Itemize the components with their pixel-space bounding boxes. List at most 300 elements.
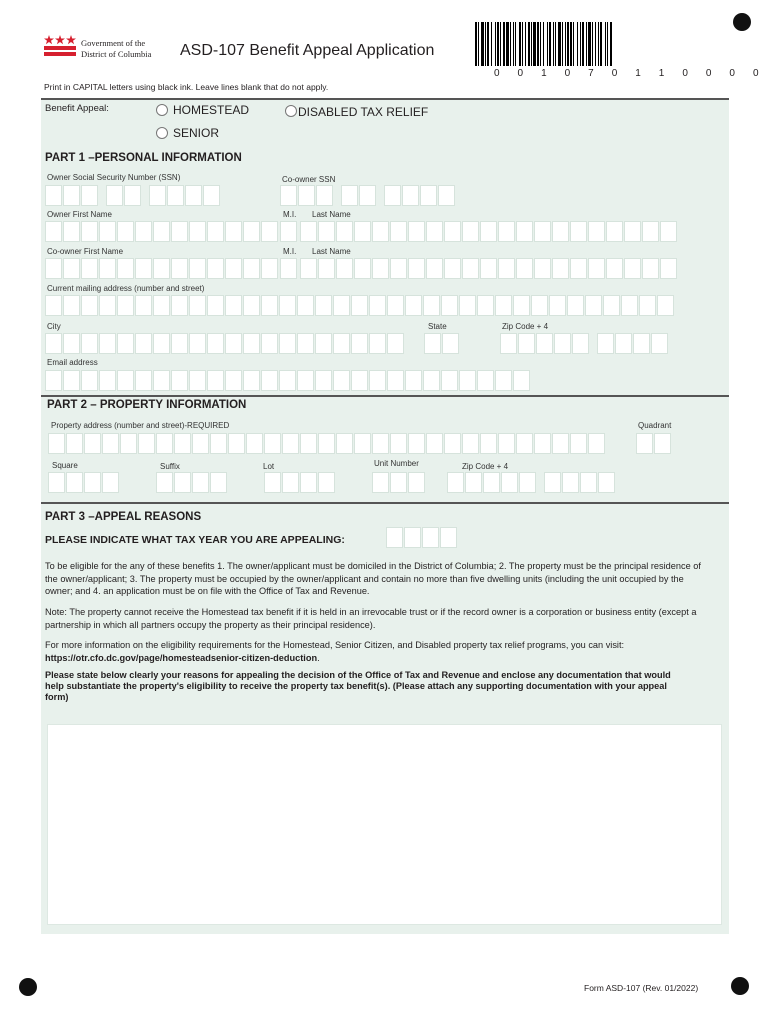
char-box[interactable] [174, 472, 191, 493]
quadrant-field[interactable] [636, 433, 672, 454]
char-box[interactable] [99, 333, 116, 354]
char-box[interactable] [441, 295, 458, 316]
char-box[interactable] [153, 221, 170, 242]
char-box[interactable] [156, 472, 173, 493]
char-box[interactable] [426, 221, 443, 242]
coowner-mi-field[interactable] [280, 258, 298, 279]
char-box[interactable] [498, 258, 515, 279]
char-box[interactable] [444, 258, 461, 279]
char-box[interactable] [207, 370, 224, 391]
char-box[interactable] [549, 295, 566, 316]
char-box[interactable] [243, 221, 260, 242]
char-box[interactable] [424, 333, 441, 354]
char-box[interactable] [501, 472, 518, 493]
char-box[interactable] [261, 370, 278, 391]
char-box[interactable] [359, 185, 376, 206]
char-box[interactable] [390, 221, 407, 242]
char-box[interactable] [660, 258, 677, 279]
more-info-paragraph [45, 639, 710, 664]
char-box[interactable] [615, 333, 632, 354]
char-box[interactable] [207, 258, 224, 279]
char-box[interactable] [316, 185, 333, 206]
char-box[interactable] [633, 333, 650, 354]
char-box[interactable] [171, 221, 188, 242]
char-box[interactable] [210, 472, 227, 493]
char-box[interactable] [552, 221, 569, 242]
char-box[interactable] [117, 333, 134, 354]
char-box[interactable] [500, 333, 517, 354]
char-box[interactable] [513, 295, 530, 316]
char-box[interactable] [261, 333, 278, 354]
part2-title: PART 2 – PROPERTY INFORMATION [47, 399, 247, 411]
char-box[interactable] [369, 370, 386, 391]
reasons-instruction: Please state below clearly your reasons for appealing the decision of the Office of Tax and Revenue and enclose any documentation that would help substantiate the property's eligibility to receive the property tax benefit(s). (Please attach any supporting documentation with your appeal form) [45, 670, 671, 702]
char-box[interactable] [654, 433, 671, 454]
char-box[interactable] [624, 221, 641, 242]
quadrant-label: Quadrant [638, 421, 672, 430]
char-box[interactable] [300, 258, 317, 279]
char-box[interactable] [341, 185, 358, 206]
char-box[interactable] [516, 433, 533, 454]
char-box[interactable] [243, 333, 260, 354]
char-box[interactable] [315, 370, 332, 391]
char-box[interactable] [372, 433, 389, 454]
char-box[interactable] [207, 221, 224, 242]
char-box[interactable] [315, 295, 332, 316]
char-box[interactable] [45, 221, 62, 242]
char-box[interactable] [390, 258, 407, 279]
email-field[interactable] [45, 370, 531, 391]
char-box[interactable] [298, 185, 315, 206]
program-link[interactable]: https://otr.cfo.dc.gov/page/homesteadsenior-citizen-deduction [45, 652, 318, 663]
square-field[interactable] [48, 472, 120, 493]
char-box[interactable] [483, 472, 500, 493]
char-box[interactable] [189, 258, 206, 279]
char-box[interactable] [189, 370, 206, 391]
char-box[interactable] [354, 221, 371, 242]
char-box[interactable] [369, 295, 386, 316]
char-box[interactable] [405, 370, 422, 391]
char-box[interactable] [462, 433, 479, 454]
char-box[interactable] [639, 295, 656, 316]
char-box[interactable] [156, 433, 173, 454]
char-box[interactable] [297, 295, 314, 316]
char-box[interactable] [554, 333, 571, 354]
char-box[interactable] [420, 185, 437, 206]
char-box[interactable] [45, 258, 62, 279]
char-box[interactable] [318, 472, 335, 493]
char-box[interactable] [63, 185, 80, 206]
char-box[interactable] [63, 221, 80, 242]
char-box[interactable] [426, 433, 443, 454]
char-box[interactable] [372, 221, 389, 242]
owner-ssn-label: Owner Social Security Number (SSN) [47, 173, 181, 182]
char-box[interactable] [518, 333, 535, 354]
char-box[interactable] [351, 295, 368, 316]
char-box[interactable] [261, 221, 278, 242]
char-box[interactable] [534, 433, 551, 454]
homestead-radio[interactable] [156, 104, 168, 116]
tax-year-prompt: PLEASE INDICATE WHAT TAX YEAR YOU ARE APPEALING: [45, 534, 345, 546]
divider [41, 98, 729, 100]
char-box[interactable] [228, 433, 245, 454]
char-box[interactable] [264, 433, 281, 454]
char-box[interactable] [225, 333, 242, 354]
char-box[interactable] [297, 333, 314, 354]
unit-number-field[interactable] [372, 472, 426, 493]
char-box[interactable] [354, 433, 371, 454]
char-box[interactable] [243, 295, 260, 316]
char-box[interactable] [495, 370, 512, 391]
char-box[interactable] [282, 472, 299, 493]
owner-mi-field[interactable] [280, 221, 298, 242]
char-box[interactable] [465, 472, 482, 493]
char-box[interactable] [606, 221, 623, 242]
senior-radio[interactable] [156, 127, 168, 139]
char-box[interactable] [534, 221, 551, 242]
char-box[interactable] [280, 185, 297, 206]
char-box[interactable] [297, 370, 314, 391]
char-box[interactable] [621, 295, 638, 316]
char-box[interactable] [422, 527, 439, 548]
char-box[interactable] [153, 370, 170, 391]
char-box[interactable] [336, 433, 353, 454]
char-box[interactable] [513, 370, 530, 391]
char-box[interactable] [243, 258, 260, 279]
char-box[interactable] [408, 258, 425, 279]
char-box[interactable] [519, 472, 536, 493]
note-paragraph: Note: The property cannot receive the Homestead tax benefit if it is held in an irrevocable trust or if the record owner is a corporation or business entity (except a partnership in which all partners occupy the property as their principal residence). [45, 607, 697, 630]
char-box[interactable] [387, 370, 404, 391]
char-box[interactable] [562, 472, 579, 493]
char-box[interactable] [282, 433, 299, 454]
char-box[interactable] [81, 258, 98, 279]
char-box[interactable] [351, 333, 368, 354]
char-box[interactable] [336, 221, 353, 242]
char-box[interactable] [447, 472, 464, 493]
char-box[interactable] [459, 370, 476, 391]
char-box[interactable] [81, 333, 98, 354]
char-box[interactable] [261, 258, 278, 279]
barcode [475, 22, 729, 66]
char-box[interactable] [174, 433, 191, 454]
char-box[interactable] [598, 472, 615, 493]
char-box[interactable] [207, 333, 224, 354]
char-box[interactable] [570, 433, 587, 454]
char-box[interactable] [318, 221, 335, 242]
char-box[interactable] [423, 295, 440, 316]
char-box[interactable] [480, 433, 497, 454]
zip-label: Zip Code + 4 [502, 322, 549, 331]
char-box[interactable] [642, 258, 659, 279]
char-box[interactable] [333, 370, 350, 391]
char-box[interactable] [63, 295, 80, 316]
char-box[interactable] [444, 221, 461, 242]
char-box[interactable] [495, 295, 512, 316]
coowner-first-name-field[interactable] [45, 258, 279, 279]
char-box[interactable] [423, 370, 440, 391]
char-box[interactable] [570, 221, 587, 242]
char-box[interactable] [498, 433, 515, 454]
char-box[interactable] [480, 258, 497, 279]
char-box[interactable] [318, 258, 335, 279]
eligibility-paragraph: To be eligible for the any of these benefits 1. The owner/applicant must be domiciled in the District of Columbia; 2. The property must be the principal residence of the owner/applicant; 3. The property must be occupied by the owner/applicant and contain no more than five dwelling units (including the unit occupied by the owner; and 4. an application must be on file with the Office of Tax and Revenue. [45, 561, 701, 596]
government-label-line1: Government of the [81, 38, 146, 48]
char-box[interactable] [261, 295, 278, 316]
coowner-last-name-label: Last Name [312, 247, 351, 256]
char-box[interactable] [279, 295, 296, 316]
char-box[interactable] [660, 221, 677, 242]
char-box[interactable] [135, 370, 152, 391]
char-box[interactable] [567, 295, 584, 316]
registration-mark-bottom-right [731, 977, 749, 995]
char-box[interactable] [318, 433, 335, 454]
char-box[interactable] [138, 433, 155, 454]
char-box[interactable] [390, 433, 407, 454]
char-box[interactable] [48, 433, 65, 454]
char-box[interactable] [459, 295, 476, 316]
property-zip-field[interactable] [447, 472, 616, 493]
char-box[interactable] [624, 258, 641, 279]
char-box[interactable] [99, 370, 116, 391]
char-box[interactable] [279, 333, 296, 354]
char-box[interactable] [84, 433, 101, 454]
char-box[interactable] [124, 185, 141, 206]
char-box[interactable] [81, 295, 98, 316]
char-box[interactable] [66, 433, 83, 454]
char-box[interactable] [405, 295, 422, 316]
char-box[interactable] [442, 333, 459, 354]
char-box[interactable] [225, 258, 242, 279]
char-box[interactable] [171, 258, 188, 279]
char-box[interactable] [642, 221, 659, 242]
tax-year-field[interactable] [386, 527, 458, 548]
owner-first-name-field[interactable] [45, 221, 279, 242]
char-box[interactable] [657, 295, 674, 316]
char-box[interactable] [171, 370, 188, 391]
disabled-tax-relief-label: DISABLED TAX RELIEF [298, 105, 429, 119]
char-box[interactable] [81, 221, 98, 242]
char-box[interactable] [300, 472, 317, 493]
char-box[interactable] [570, 258, 587, 279]
char-box[interactable] [552, 433, 569, 454]
char-box[interactable] [438, 185, 455, 206]
unit-number-label: Unit Number [374, 459, 419, 468]
char-box[interactable] [171, 295, 188, 316]
char-box[interactable] [588, 221, 605, 242]
char-box[interactable] [544, 472, 561, 493]
char-box[interactable] [408, 221, 425, 242]
char-box[interactable] [384, 185, 401, 206]
char-box[interactable] [225, 221, 242, 242]
char-box[interactable] [99, 221, 116, 242]
char-box[interactable] [192, 433, 209, 454]
char-box[interactable] [225, 295, 242, 316]
char-box[interactable] [117, 295, 134, 316]
char-box[interactable] [189, 333, 206, 354]
char-box[interactable] [597, 333, 614, 354]
property-address-field[interactable] [48, 433, 606, 454]
char-box[interactable] [369, 333, 386, 354]
char-box[interactable] [117, 221, 134, 242]
char-box[interactable] [63, 370, 80, 391]
char-box[interactable] [477, 370, 494, 391]
char-box[interactable] [135, 295, 152, 316]
char-box[interactable] [426, 258, 443, 279]
char-box[interactable] [210, 433, 227, 454]
char-box[interactable] [387, 295, 404, 316]
char-box[interactable] [333, 295, 350, 316]
char-box[interactable] [153, 295, 170, 316]
senior-label: SENIOR [173, 126, 220, 140]
char-box[interactable] [120, 433, 137, 454]
form-revision: Form ASD-107 (Rev. 01/2022) [584, 983, 699, 993]
char-box[interactable] [135, 333, 152, 354]
owner-ssn-field[interactable] [45, 185, 221, 206]
dc-flag-logo [44, 35, 76, 57]
char-box[interactable] [462, 221, 479, 242]
char-box[interactable] [480, 221, 497, 242]
char-box[interactable] [462, 258, 479, 279]
city-field[interactable] [45, 333, 405, 354]
char-box[interactable] [531, 295, 548, 316]
char-box[interactable] [354, 258, 371, 279]
coowner-last-name-field[interactable] [300, 258, 678, 279]
char-box[interactable] [192, 472, 209, 493]
registration-mark-bottom-left [19, 978, 37, 996]
more-info-text: For more information on the eligibility requirements for the Homestead, Senior Citizen, and Disabled property tax relief programs, you can visit: [45, 640, 625, 650]
char-box[interactable] [300, 221, 317, 242]
state-label: State [428, 322, 447, 331]
coowner-first-name-label: Co-owner First Name [47, 247, 124, 256]
char-box[interactable] [99, 295, 116, 316]
char-box[interactable] [185, 185, 202, 206]
barcode-bar [612, 22, 613, 66]
lot-label: Lot [263, 462, 275, 471]
zip-field[interactable] [500, 333, 669, 354]
char-box[interactable] [516, 221, 533, 242]
char-box[interactable] [189, 221, 206, 242]
char-box[interactable] [167, 185, 184, 206]
char-box[interactable] [477, 295, 494, 316]
char-box[interactable] [408, 433, 425, 454]
char-box[interactable] [390, 472, 407, 493]
char-box[interactable] [45, 333, 62, 354]
instruction-text: Print in CAPITAL letters using black ink. Leave lines blank that do not apply. [44, 82, 329, 92]
char-box[interactable] [536, 333, 553, 354]
char-box[interactable] [651, 333, 668, 354]
char-box[interactable] [333, 333, 350, 354]
char-box[interactable] [45, 185, 62, 206]
char-box[interactable] [63, 258, 80, 279]
char-box[interactable] [441, 370, 458, 391]
char-box[interactable] [636, 433, 653, 454]
char-box[interactable] [81, 185, 98, 206]
char-box[interactable] [315, 333, 332, 354]
property-zip-label: Zip Code + 4 [462, 462, 509, 471]
char-box[interactable] [588, 258, 605, 279]
char-box[interactable] [498, 221, 515, 242]
char-box[interactable] [372, 472, 389, 493]
state-field[interactable] [424, 333, 460, 354]
char-box[interactable] [203, 185, 220, 206]
char-box[interactable] [225, 370, 242, 391]
char-box[interactable] [444, 433, 461, 454]
char-box[interactable] [135, 221, 152, 242]
part1-title: PART 1 –PERSONAL INFORMATION [45, 152, 242, 164]
char-box[interactable] [588, 433, 605, 454]
appeal-reasons-textarea[interactable] [47, 724, 722, 925]
char-box[interactable] [45, 370, 62, 391]
char-box[interactable] [171, 333, 188, 354]
disabled-tax-relief-radio[interactable] [285, 105, 297, 117]
char-box[interactable] [372, 258, 389, 279]
char-box[interactable] [280, 258, 297, 279]
char-box[interactable] [351, 370, 368, 391]
char-box[interactable] [153, 333, 170, 354]
char-box[interactable] [153, 258, 170, 279]
char-box[interactable] [189, 295, 206, 316]
char-box[interactable] [580, 472, 597, 493]
char-box[interactable] [585, 295, 602, 316]
char-box[interactable] [117, 370, 134, 391]
char-box[interactable] [102, 433, 119, 454]
owner-last-name-field[interactable] [300, 221, 678, 242]
char-box[interactable] [66, 472, 83, 493]
char-box[interactable] [99, 258, 116, 279]
char-box[interactable] [45, 295, 62, 316]
coowner-mi-label: M.I. [283, 247, 297, 256]
char-box[interactable] [280, 221, 297, 242]
char-box[interactable] [516, 258, 533, 279]
char-box[interactable] [572, 333, 589, 354]
char-box[interactable] [440, 527, 457, 548]
char-box[interactable] [84, 472, 101, 493]
more-info-end: . [317, 652, 320, 663]
char-box[interactable] [534, 258, 551, 279]
char-box[interactable] [387, 333, 404, 354]
char-box[interactable] [552, 258, 569, 279]
char-box[interactable] [402, 185, 419, 206]
char-box[interactable] [48, 472, 65, 493]
char-box[interactable] [606, 258, 623, 279]
char-box[interactable] [135, 258, 152, 279]
char-box[interactable] [246, 433, 263, 454]
lot-field[interactable] [264, 472, 336, 493]
char-box[interactable] [81, 370, 98, 391]
mailing-address-field[interactable] [45, 295, 675, 316]
char-box[interactable] [243, 370, 260, 391]
char-box[interactable] [106, 185, 123, 206]
char-box[interactable] [63, 333, 80, 354]
suffix-field[interactable] [156, 472, 228, 493]
coowner-ssn-field[interactable] [280, 185, 456, 206]
char-box[interactable] [336, 258, 353, 279]
char-box[interactable] [386, 527, 403, 548]
char-box[interactable] [149, 185, 166, 206]
char-box[interactable] [102, 472, 119, 493]
char-box[interactable] [264, 472, 281, 493]
char-box[interactable] [117, 258, 134, 279]
char-box[interactable] [279, 370, 296, 391]
coowner-ssn-label: Co-owner SSN [282, 175, 336, 184]
char-box[interactable] [603, 295, 620, 316]
char-box[interactable] [207, 295, 224, 316]
char-box[interactable] [300, 433, 317, 454]
char-box[interactable] [404, 527, 421, 548]
square-label: Square [52, 461, 78, 470]
char-box[interactable] [408, 472, 425, 493]
